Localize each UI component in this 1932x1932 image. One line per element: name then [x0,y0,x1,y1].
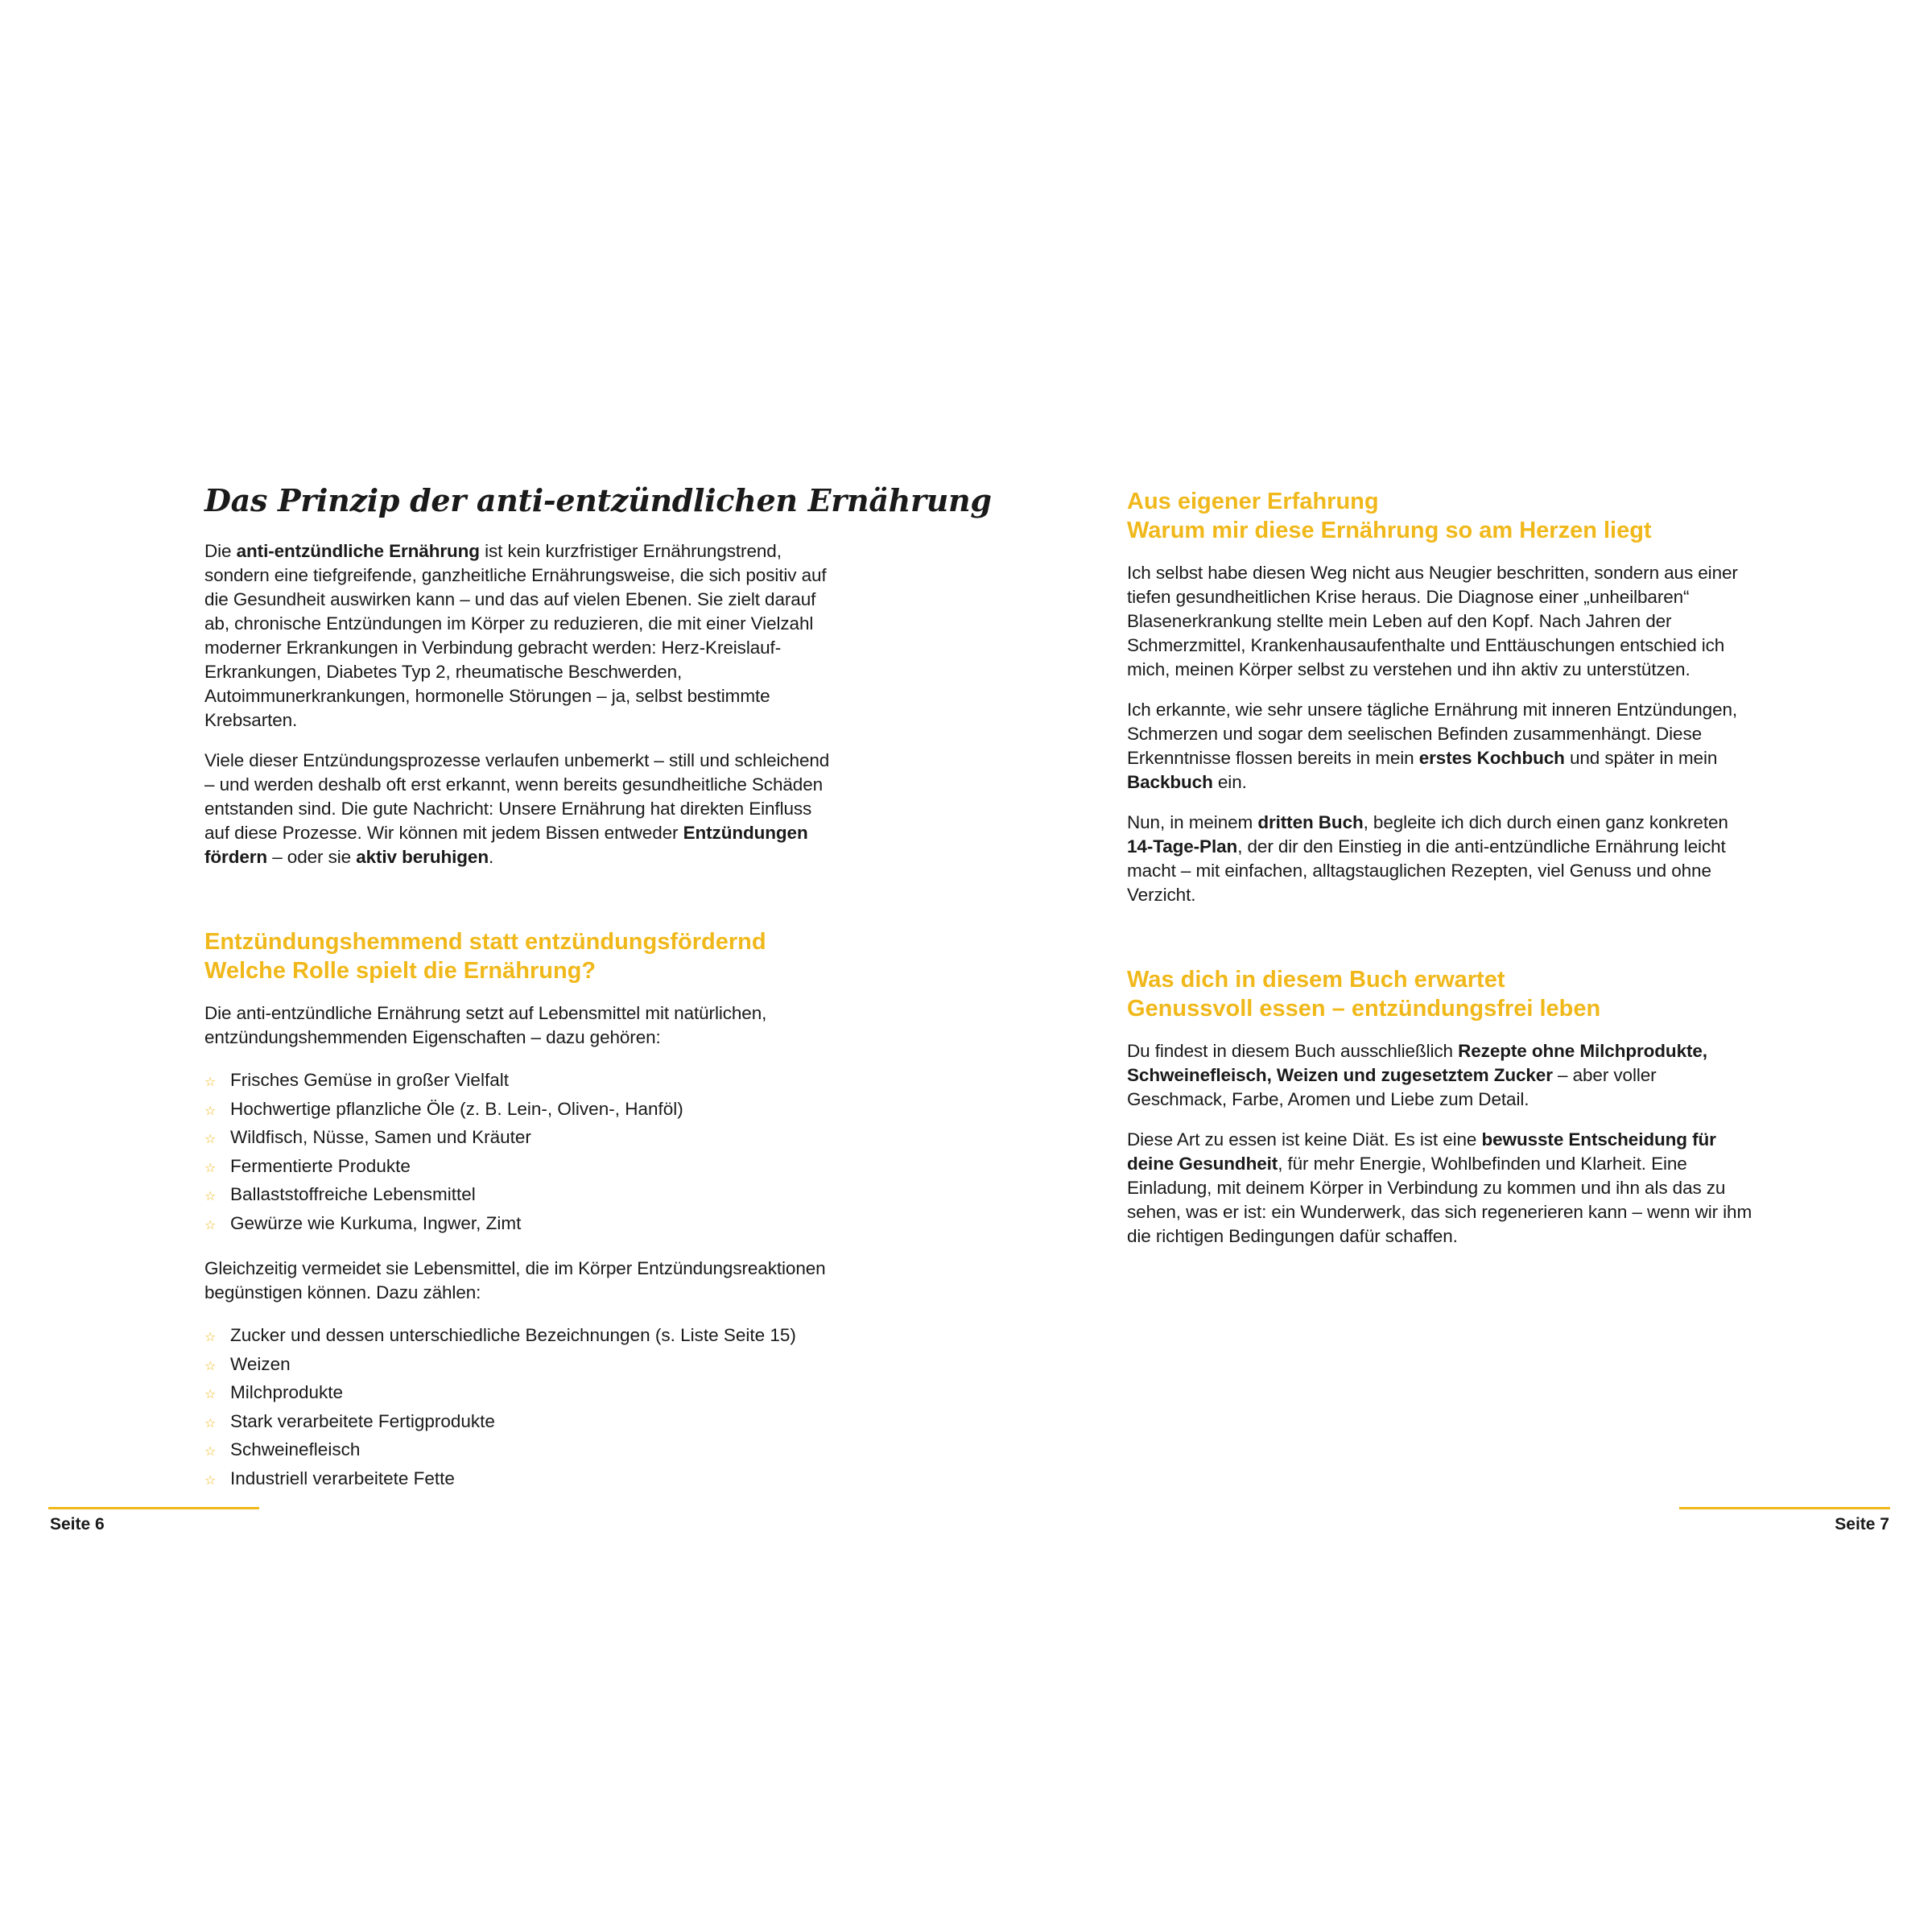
experience-paragraphs [1127,561,1755,907]
list-item-label: Schweinefleisch [230,1439,361,1459]
star-icon: ☆ [204,1329,217,1344]
paragraph [1127,1039,1755,1112]
left-page [204,481,992,1512]
page-title: Das Prinzip der anti-entzündlichen Ernährung [204,482,992,518]
list-item [204,1209,832,1238]
text-run: – aber voller Geschmack, Farbe, Aromen und Liebe zum Detail. [1127,1065,1657,1109]
bold-text: bewusste Entscheidung für deine Gesundheit [1127,1129,1716,1174]
paragraph [204,539,832,733]
section-heading-line-1: Aus eigener Erfahrung [1127,489,1379,514]
list-item [204,1321,832,1350]
text-run: Viele dieser Entzündungsprozesse verlaufen unbemerkt – still und schleichend – und werden deshalb oft erst erkannt, wenn bereits gesundheitliche Schäden entstanden sind. Die gute Nachricht: Unsere Ernährung hat direkten Einfluss auf diese Prozesse. Wir können mit jedem Bissen entweder [204,750,830,843]
text-run: ist kein kurzfristiger Ernährungstrend, sondern eine tiefgreifende, ganzheitliche Ernährungsweise, die sich positiv auf die Gesundheit auswirken kann – und das auf vielen Ebenen. Sie zielt darauf ab, chronische Entzündungen im Körper zu reduzieren, die mit einer Vielzahl moderner Erkrankungen in Verbindung gebracht werden: Herz-Kreislauf-Erkrankungen, Diabetes Typ 2, rheumatische Beschwerden, Autoimmunerkrankungen, hormonelle Störungen – ja, selbst bestimmte Krebsarten. [204,541,827,730]
section-heading-line-1: Entzündungshemmend statt entzündungsfördernd [204,929,766,955]
bold-text: 14-Tage-Plan [1127,836,1238,857]
section-heading-line-1: Was dich in diesem Buch erwartet [1127,967,1505,993]
section-heading [1127,965,1755,1023]
list-item [204,1095,832,1124]
list-item-label: Weizen [230,1353,291,1374]
text-run: Die [204,541,237,561]
bold-text: Backbuch [1127,772,1213,792]
list-item [204,1464,832,1493]
bold-text: Entzündungen fördern [204,823,808,867]
avoid-foods-list [204,1321,832,1492]
list-intro: Die anti-entzündliche Ernährung setzt auf Lebensmittel mit natürlichen, entzündungshemmenden Eigenschaften – dazu gehören: [204,1003,767,1047]
list-item [204,1407,832,1436]
list-item-label: Frisches Gemüse in großer Vielfalt [230,1070,509,1090]
star-icon: ☆ [204,1443,217,1459]
section-heading-line-2: Warum mir diese Ernährung so am Herzen liegt [1127,518,1652,543]
text-run: ein. [1212,772,1247,792]
list-item [204,1123,832,1152]
star-icon: ☆ [204,1159,217,1175]
list-item-label: Hochwertige pflanzliche Öle (z. B. Lein-, Oliven-, Hanföl) [230,1098,683,1119]
list-item [204,1180,832,1209]
paragraph [204,749,832,869]
list-item [204,1350,832,1379]
text-run: und später in mein [1564,748,1718,768]
bold-text: anti-entzündliche Ernährung [236,541,480,561]
star-icon: ☆ [204,1216,217,1232]
text-run: Ich erkannte, wie sehr unsere tägliche Ernährung mit inneren Entzündungen, Schmerzen und sogar dem seelischen Befinden zusammenhängt. Diese Erkenntnisse flossen bereits in mein [1127,700,1738,768]
list-item-label: Fermentierte Produkte [230,1155,411,1176]
good-foods-list [204,1066,832,1237]
text-run: , begleite ich dich durch einen ganz konkreten [1363,812,1728,832]
list-item [204,1435,832,1464]
text-run: , für mehr Energie, Wohlbefinden und Klarheit. Eine Einladung, mit deinem Körper in Verbindung zu kommen und ihn als das zu sehen, was er ist: ein Wunderwerk, das sich regenerieren kann – wenn wir ihm die richtigen Bedingungen dafür schaffen. [1127,1154,1752,1246]
star-icon: ☆ [204,1188,217,1203]
text-run: , der dir den Einstieg in die anti-entzündliche Ernährung leicht macht – mit einfachen, alltagstauglichen Rezepten, viel Genuss und ohne Verzicht. [1127,836,1726,905]
list-item-label: Gewürze wie Kurkuma, Ingwer, Zimt [230,1212,522,1233]
list-item-label: Stark verarbeitete Fertigprodukte [230,1410,495,1431]
intro-paragraphs [204,539,832,869]
bold-text: aktiv beruhigen [356,847,489,867]
page-number: Seite 6 [50,1515,105,1534]
paragraph [1127,1128,1755,1249]
text-run: Ich selbst habe diesen Weg nicht aus Neugier beschritten, sondern aus einer tiefen gesundheitlichen Krise heraus. Die Diagnose einer „unheilbaren“ Blasenerkrankung stellte mein Leben auf den Kopf. Nach Jahren der Schmerzmittel, Krankenhausaufenthalte und Enttäuschungen entschied ich mich, meinen Körper selbst zu verstehen und ihn aktiv zu unterstützen. [1127,563,1738,679]
bold-text: erstes Kochbuch [1418,748,1565,768]
list-item-label: Industriell verarbeitete Fette [230,1468,455,1488]
star-icon: ☆ [204,1472,217,1488]
paragraph [1127,811,1755,907]
list-item-label: Milchprodukte [230,1382,344,1402]
right-page [1127,487,1755,1265]
text-run: – oder sie [267,847,357,867]
list-item-label: Zucker und dessen unterschiedliche Bezeichnungen (s. Liste Seite 15) [230,1325,796,1345]
list-item-label: Wildfisch, Nüsse, Samen und Kräuter [230,1127,531,1147]
list-item [204,1152,832,1181]
list-item-label: Ballaststoffreiche Lebensmittel [230,1184,476,1204]
footer-divider [48,1507,259,1509]
section-heading [1127,487,1755,545]
page-number: Seite 7 [1835,1515,1889,1534]
star-icon: ☆ [204,1357,217,1373]
text-run: . [488,847,494,867]
star-icon: ☆ [204,1386,217,1402]
footer-divider [1679,1507,1890,1509]
star-icon: ☆ [204,1414,217,1430]
paragraph [1127,561,1755,682]
star-icon: ☆ [204,1074,217,1089]
bold-text: Rezepte ohne Milchprodukte, Schweinefleisch, Weizen und zugesetztem Zucker [1127,1041,1707,1085]
text-run: Nun, in meinem [1127,812,1258,832]
star-icon: ☆ [204,1102,217,1118]
expectation-paragraphs [1127,1039,1755,1249]
list-item [204,1066,832,1095]
section-heading [204,927,832,985]
text-run: Du findest in diesem Buch ausschließlich [1127,1041,1459,1061]
section-heading-line-2: Genussvoll essen – entzündungsfrei leben [1127,996,1601,1022]
avoid-intro: Gleichzeitig vermeidet sie Lebensmittel, die im Körper Entzündungsreaktionen begünstigen können. Dazu zählen: [204,1258,826,1302]
text-run: Diese Art zu essen ist keine Diät. Es ist eine [1127,1129,1482,1150]
section-heading-line-2: Welche Rolle spielt die Ernährung? [204,958,597,984]
list-item [204,1378,832,1407]
paragraph [1127,698,1755,795]
bold-text: dritten Buch [1257,812,1364,832]
star-icon: ☆ [204,1131,217,1146]
